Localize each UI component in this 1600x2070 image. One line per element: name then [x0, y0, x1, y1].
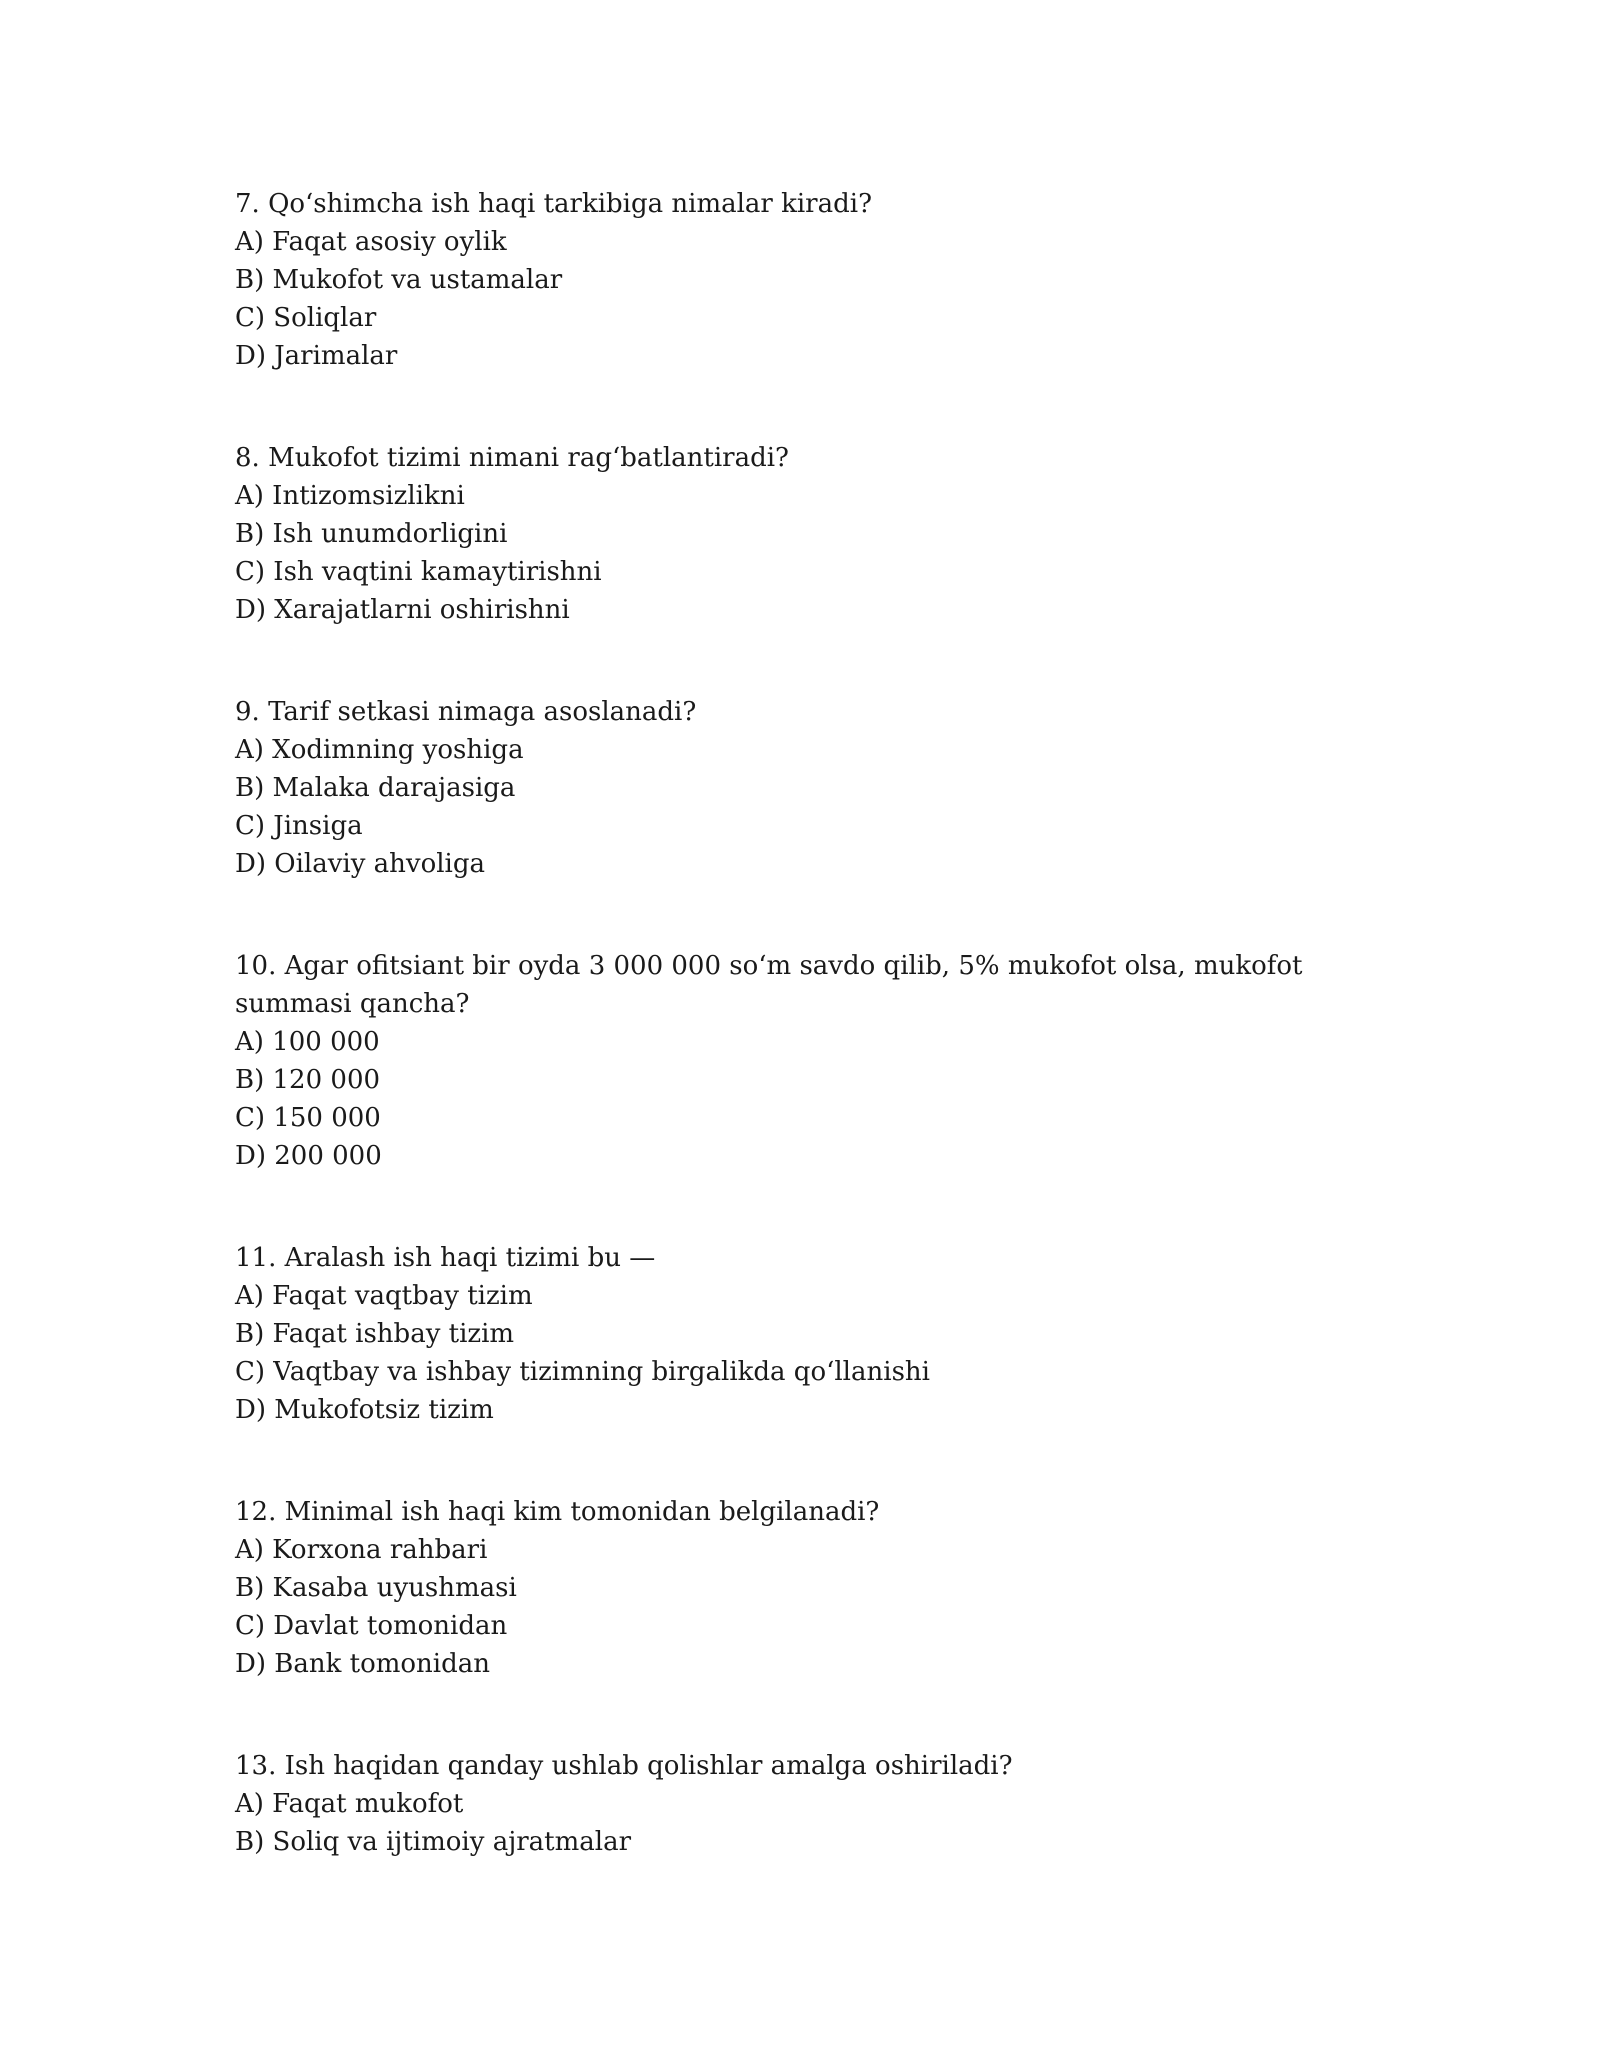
- question-text: 13. Ish haqidan qanday ushlab qolishlar amalga oshiriladi?: [235, 1751, 1013, 1781]
- answer-option-a: A) Faqat mukofot: [235, 1789, 464, 1819]
- answer-option-a: A) Korxona rahbari: [235, 1535, 488, 1565]
- question-9: [235, 693, 1365, 883]
- answer-option-c: C) Soliqlar: [235, 303, 377, 333]
- answer-option-c: C) 150 000: [235, 1103, 381, 1133]
- document-page: [235, 185, 1365, 1925]
- answer-option-b: B) Soliq va ijtimoiy ajratmalar: [235, 1827, 632, 1857]
- question-text: 9. Tarif setkasi nimaga asoslanadi?: [235, 697, 697, 727]
- answer-option-d: D) Mukofotsiz tizim: [235, 1395, 494, 1425]
- question-10: [235, 947, 1365, 1175]
- answer-option-c: C) Jinsiga: [235, 811, 363, 841]
- answer-option-c: C) Vaqtbay va ishbay tizimning birgalikda qo‘llanishi: [235, 1357, 930, 1387]
- answer-option-b: B) 120 000: [235, 1065, 381, 1095]
- question-7: [235, 185, 1365, 375]
- answer-option-a: A) Xodimning yoshiga: [235, 735, 524, 765]
- answer-option-c: C) Davlat tomonidan: [235, 1611, 508, 1641]
- answer-option-b: B) Ish unumdorligini: [235, 519, 508, 549]
- question-text: 7. Qo‘shimcha ish haqi tarkibiga nimalar kiradi?: [235, 189, 873, 219]
- question-text: 11. Aralash ish haqi tizimi bu —: [235, 1243, 656, 1273]
- answer-option-b: B) Mukofot va ustamalar: [235, 265, 563, 295]
- answer-option-d: D) Xarajatlarni oshirishni: [235, 595, 570, 625]
- question-text: 12. Minimal ish haqi kim tomonidan belgilanadi?: [235, 1497, 880, 1527]
- answer-option-c: C) Ish vaqtini kamaytirishni: [235, 557, 602, 587]
- answer-option-a: A) 100 000: [235, 1027, 380, 1057]
- answer-option-d: D) Jarimalar: [235, 341, 398, 371]
- answer-option-a: A) Faqat vaqtbay tizim: [235, 1281, 533, 1311]
- question-11: [235, 1239, 1365, 1429]
- answer-option-a: A) Intizomsizlikni: [235, 481, 465, 511]
- answer-option-d: D) Oilaviy ahvoliga: [235, 849, 486, 879]
- question-8: [235, 439, 1365, 629]
- answer-option-b: B) Malaka darajasiga: [235, 773, 516, 803]
- question-13: [235, 1747, 1365, 1861]
- answer-option-d: D) 200 000: [235, 1141, 382, 1171]
- question-text: 10. Agar ofitsiant bir oyda 3 000 000 so‘m savdo qilib, 5% mukofot olsa, mukofot summasi qancha?: [235, 951, 1303, 1019]
- answer-option-d: D) Bank tomonidan: [235, 1649, 490, 1679]
- question-text: 8. Mukofot tizimi nimani rag‘batlantiradi?: [235, 443, 789, 473]
- answer-option-b: B) Kasaba uyushmasi: [235, 1573, 517, 1603]
- answer-option-a: A) Faqat asosiy oylik: [235, 227, 507, 257]
- question-12: [235, 1493, 1365, 1683]
- answer-option-b: B) Faqat ishbay tizim: [235, 1319, 515, 1349]
